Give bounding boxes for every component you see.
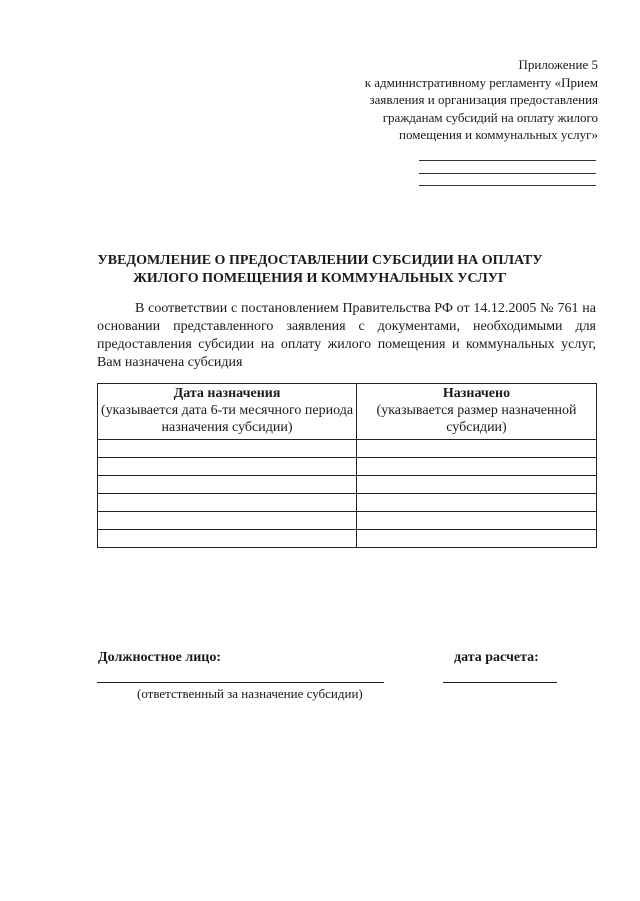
addressee-blank-lines bbox=[419, 160, 596, 198]
amount-header-title: Назначено bbox=[442, 386, 511, 401]
date-header-note: (указывается дата 6-ти месячного периода назначения субсидии) bbox=[100, 403, 354, 435]
blank-line bbox=[419, 160, 596, 173]
table-row bbox=[98, 458, 597, 476]
appendix-line: заявления и организация предоставления bbox=[369, 92, 598, 107]
title-line-2: ЖИЛОГО ПОМЕЩЕНИЯ И КОММУНАЛЬНЫХ УСЛУГ bbox=[133, 271, 507, 286]
intro-paragraph: В соответствии с постановлением Правительства РФ от 14.12.2005 № 761 на основании представленного заявления с документами, необходимыми для предоставления субсидии на оплату жилого помещения и коммунальных услуг, Вам назначена субсидия bbox=[97, 301, 596, 370]
subsidy-table bbox=[97, 383, 597, 548]
appendix-line: к административному регламенту «Прием bbox=[364, 74, 598, 90]
official-label: Должностное лицо: bbox=[98, 650, 222, 665]
appendix-line: помещения и коммунальных услуг» bbox=[399, 127, 598, 142]
official-signature-line bbox=[97, 682, 384, 683]
date-column-header bbox=[98, 384, 357, 440]
date-cell bbox=[98, 476, 357, 494]
calc-date-label: дата расчета: bbox=[454, 650, 539, 665]
table-row bbox=[98, 476, 597, 494]
appendix-line: Приложение 5 bbox=[518, 57, 598, 72]
amount-cell bbox=[357, 440, 597, 458]
amount-cell bbox=[357, 530, 597, 548]
blank-line bbox=[419, 185, 596, 198]
calc-date-line bbox=[443, 682, 557, 683]
table-header-row bbox=[98, 384, 597, 440]
appendix-line: гражданам субсидий на оплату жилого bbox=[382, 109, 598, 125]
date-cell bbox=[98, 440, 357, 458]
table-body bbox=[98, 440, 597, 548]
table-row bbox=[98, 530, 597, 548]
amount-cell bbox=[357, 512, 597, 530]
appendix-header bbox=[298, 56, 598, 144]
table-row bbox=[98, 440, 597, 458]
amount-column-header bbox=[357, 384, 597, 440]
amount-header-note: (указывается размер назначенной субсидии) bbox=[376, 403, 577, 435]
date-header-title: Дата назначения bbox=[173, 386, 281, 401]
table-row bbox=[98, 494, 597, 512]
date-cell bbox=[98, 458, 357, 476]
amount-cell bbox=[357, 458, 597, 476]
title-line-1: УВЕДОМЛЕНИЕ О ПРЕДОСТАВЛЕНИИ СУБСИДИИ НА ОПЛАТУ bbox=[97, 253, 543, 268]
amount-cell bbox=[357, 476, 597, 494]
document-title bbox=[80, 252, 560, 288]
date-cell bbox=[98, 530, 357, 548]
date-cell bbox=[98, 512, 357, 530]
official-caption: (ответственный за назначение субсидии) bbox=[137, 686, 363, 701]
table-row bbox=[98, 512, 597, 530]
blank-line bbox=[419, 173, 596, 186]
amount-cell bbox=[357, 494, 597, 512]
date-cell bbox=[98, 494, 357, 512]
